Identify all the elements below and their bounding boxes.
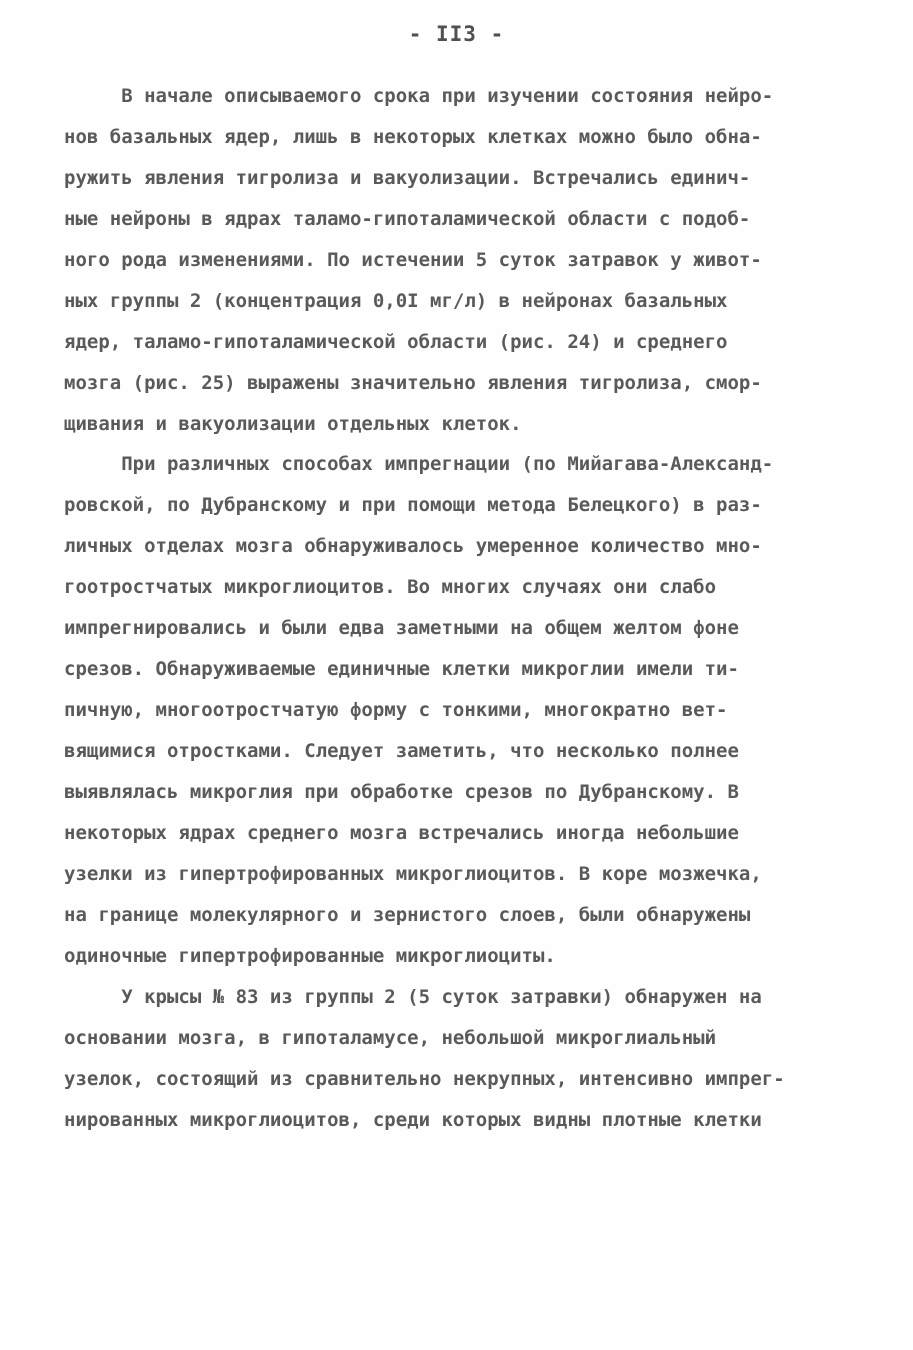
paragraph-1 [64,76,854,445]
text-line: мозга (рис. 25) выражены значительно явления тигролиза, смор- [64,372,762,394]
text-line: некоторых ядрах среднего мозга встречались иногда небольшие [64,822,739,844]
text-line: нированных микроглиоцитов, среди которых видны плотные клетки [64,1109,762,1131]
text-line: срезов. Обнаруживаемые единичные клетки микроглии имели ти- [64,658,739,680]
text-line: нов базальных ядер, лишь в некоторых клетках можно было обна- [64,126,762,148]
text-line: ных группы 2 (концентрация 0,0I мг/л) в нейронах базальных [64,290,728,312]
paragraph-2 [64,444,854,977]
text-line: узелок, состоящий из сравнительно некрупных, интенсивно импрег- [64,1068,785,1090]
text-line: вящимися отростками. Следует заметить, что несколько полнее [64,740,739,762]
text-line: щивания и вакуолизации отдельных клеток. [64,413,522,435]
paragraph-3 [64,977,854,1141]
text-line: ного рода изменениями. По истечении 5 суток затравок у живот- [64,249,762,271]
text-line: импрегнировались и были едва заметными на общем желтом фоне [64,617,739,639]
text-line: личных отделах мозга обнаруживалось умеренное количество мно- [64,535,762,557]
text-line: ружить явления тигролиза и вакуолизации. Встречались единич- [64,167,751,189]
text-line: ядер, таламо-гипоталамической области (рис. 24) и среднего [64,331,728,353]
text-line: выявлялась микроглия при обработке срезов по Дубранскому. В [64,781,739,803]
text-line: узелки из гипертрофированных микроглиоцитов. В коре мозжечка, [64,863,762,885]
text-line: В начале описываемого срока при изучении состояния нейро- [64,85,774,107]
text-line: на границе молекулярного и зернистого слоев, были обнаружены [64,904,751,926]
text-line: У крысы № 83 из группы 2 (5 суток затравки) обнаружен на [64,986,762,1008]
text-line: При различных способах импрегнации (по Мийагава-Александ- [64,453,774,475]
text-line: ные нейроны в ядрах таламо-гипоталамической области с подоб- [64,208,751,230]
text-line: ровской, по Дубранскому и при помощи метода Белецкого) в раз- [64,494,762,516]
text-line: одиночные гипертрофированные микроглиоциты. [64,945,556,967]
text-line: пичную, многоотростчатую форму с тонкими, многократно вет- [64,699,728,721]
text-line: гоотростчатых микроглиоцитов. Во многих случаях они слабо [64,576,717,598]
text-line: основании мозга, в гипоталамусе, небольшой микроглиальный [64,1027,717,1049]
page-number: - II3 - [408,22,505,46]
